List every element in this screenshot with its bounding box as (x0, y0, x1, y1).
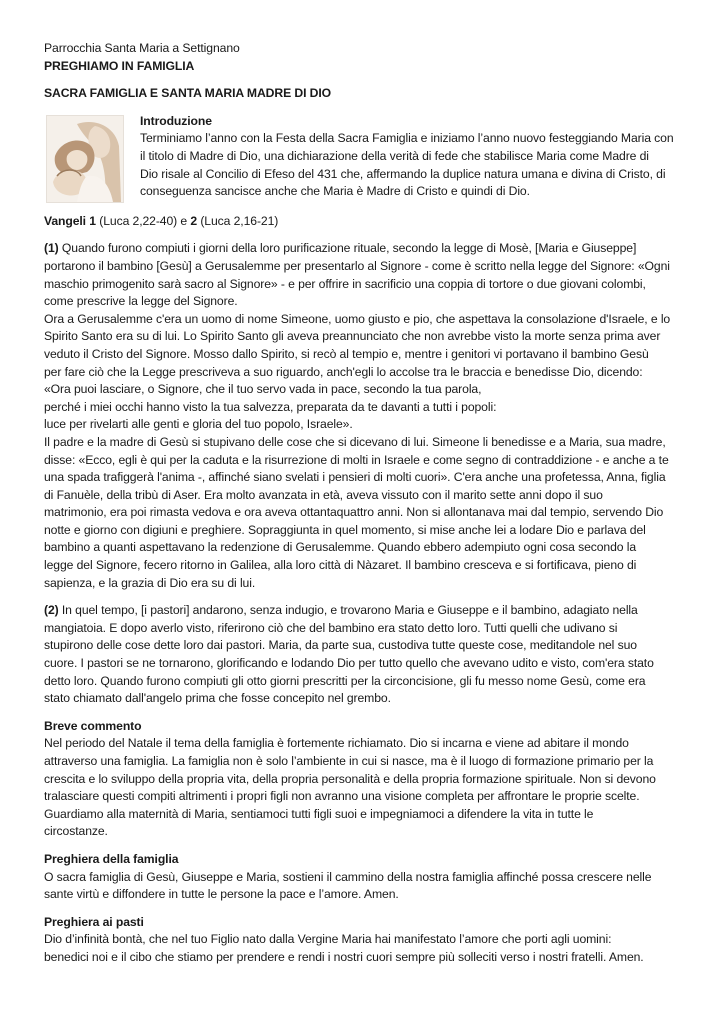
reading-marker: (2) (44, 603, 59, 618)
document-title: PREGHIAMO IN FAMIGLIA (44, 58, 195, 73)
reading-line: matrimonio, era poi rimasta vedova e ora aveva ottantaquattro anni. Non si allontanava mai dal tempio, servendo Dio (44, 505, 664, 520)
reading-marker: (1) (44, 241, 59, 256)
reading-line: per fare ciò che la Legge prescriveva a suo riguardo, anch'egli lo accolse tra le braccia e benedisse Dio, dicendo: (44, 364, 643, 379)
meal-prayer-section (44, 914, 684, 967)
reading-line: mangiatoia. E dopo averlo visto, riferirono ciò che del bambino era stato detto loro. Tutti quelli che udivano si (44, 620, 618, 635)
reading-line: maschio primogenito sarà sacro al Signore» - e per offrire in sacrificio una coppia di tortore o due giovani colombi, (44, 276, 646, 291)
gospel-label: Vangeli (44, 213, 86, 228)
gospel-number-2: 2 (190, 213, 198, 228)
parish-name: Parrocchia Santa Maria a Settignano (44, 41, 240, 55)
gospel-number-1: 1 (89, 213, 96, 228)
comment-line: Nel periodo del Natale il tema della famiglia è fortemente richiamato. Dio si incarna e viene ad abitare il mondo (44, 736, 629, 751)
intro-line: Terminiamo l’anno con la Festa della Sacra Famiglia e iniziamo l’anno nuovo festeggiando Maria con (140, 131, 674, 146)
gospel-ref-2: (Luca 2,16-21) (197, 213, 279, 228)
comment-section (44, 718, 684, 841)
reading-line: portarono il bambino [Gesù] a Gerusalemme per presentarlo al Signore - come è scritto nella legge del Signore: «Ogni (44, 258, 670, 273)
gospel-ref-1: (Luca 2,22-40) e (95, 213, 191, 228)
comment-line: tralasciare questi compiti altrimenti i propri figli non avranno una visione completa per affrontare le proprie scelte. (44, 789, 640, 804)
reading-line: perché i miei occhi hanno visto la tua salvezza, preparata da te davanti a tutti i popoli: (44, 399, 497, 414)
holy-family-image (46, 115, 124, 203)
reading-line (44, 602, 684, 620)
intro-heading: Introduzione (140, 113, 212, 128)
reading-first-line: Quando furono compiuti i giorni della loro purificazione rituale, secondo la legge di Mosè, [Maria e Giuseppe] (58, 241, 637, 256)
meal-prayer-line: benedici noi e il cibo che stiamo per prendere e rendi i nostri cuori sempre più solleciti verso i nostri fratelli. Amen. (44, 949, 644, 964)
family-prayer-heading: Preghiera della famiglia (44, 851, 179, 866)
holy-family-illustration-icon (47, 116, 123, 202)
reading-line: stato chiamato dall'angelo prima che fosse concepito nel grembo. (44, 691, 391, 706)
feast-title: SACRA FAMIGLIA E SANTA MARIA MADRE DI DIO (44, 86, 332, 101)
gospel-references (44, 213, 684, 231)
document-page (44, 40, 684, 967)
family-prayer-line: O sacra famiglia di Gesù, Giuseppe e Maria, sostieni il cammino della nostra famiglia affinché possa crescere nelle (44, 869, 652, 884)
reading-line: Il padre e la madre di Gesù si stupivano delle cose che si dicevano di lui. Simeone li benedisse e a Maria, sua madre, (44, 434, 666, 449)
comment-heading: Breve commento (44, 718, 142, 733)
reading-line: bambino a quanti aspettavano la redenzione di Gerusalemme. Quando ebbero adempiuto ogni cosa secondo la (44, 540, 637, 555)
reading-line: sapienza, e la grazia di Dio era su di lui. (44, 575, 256, 590)
reading-line: «Ora puoi lasciare, o Signore, che il tuo servo vada in pace, secondo la tua parola, (44, 382, 482, 397)
reading-line: legge del Signore, fecero ritorno in Galilea, alla loro città di Nàzaret. Il bambino cresceva e si fortificava, pieno di (44, 558, 637, 573)
reading-line: disse: «Ecco, egli è qui per la caduta e la risurrezione di molti in Israele e come segno di contraddizione - e anche a te (44, 452, 669, 467)
reading-line (44, 240, 684, 258)
family-prayer-section (44, 851, 684, 904)
reading-line: detto loro. Quando furono compiuti gli otto giorni prescritti per la circoncisione, gli fu messo nome Gesù, come era (44, 673, 646, 688)
reading-line: una spada trafiggerà l'anima -, affinché siano svelati i pensieri di molti cuori». C'era anche una profetessa, Anna, figlia (44, 470, 666, 485)
comment-line: crescita e lo sviluppo della propria vita, della propria personalità e della propria formazione spirituale. Non si devono (44, 771, 656, 786)
reading-line: Ora a Gerusalemme c'era un uomo di nome Simeone, uomo giusto e pio, che aspettava la consolazione d'Israele, e lo (44, 311, 671, 326)
intro-line: conseguenza sancisce anche che Maria è Madre di Cristo e quindi di Dio. (140, 184, 530, 199)
reading-line: stupirono delle cose dette loro dai pastori. Maria, da parte sua, custodiva tutte queste cose, meditandole nel suo (44, 638, 637, 653)
intro-line: Dio risale al Concilio di Efeso del 431 che, affermando la duplice natura umana e divina di Cristo, di (140, 166, 666, 181)
reading-line: veduto il Cristo del Signore. Mosso dallo Spirito, si recò al tempio e, mentre i genitori vi portavano il bambino Gesù (44, 346, 649, 361)
reading-line: cuore. I pastori se ne tornarono, glorificando e lodando Dio per tutto quello che avevano udito e visto, com'era stato (44, 656, 654, 671)
reading-line: Spirito Santo era su di lui. Lo Spirito Santo gli aveva preannunciato che non avrebbe visto la morte senza prima aver (44, 329, 661, 344)
family-prayer-line: sante virtù e diffondere in tutte le persone la pace e l’amore. Amen. (44, 887, 399, 902)
reading-line: notte e giorno con digiuni e preghiere. Sopraggiunta in quel momento, si mise anche lei a lodare Dio e parlava del (44, 522, 646, 537)
comment-line: Guardiamo alla maternità di Maria, sentiamoci tutti figli suoi e impegniamoci a difendere la vita in tutte le (44, 806, 594, 821)
reading-2 (44, 602, 684, 708)
meal-prayer-line: Dio d’infinità bontà, che nel tuo Figlio nato dalla Vergine Maria hai manifestato l’amore che porti agli uomini: (44, 932, 612, 947)
reading-line: di Fanuèle, della tribù di Aser. Era molto avanzata in età, aveva vissuto con il marito sette anni dopo il suo (44, 487, 603, 502)
intro-line: il titolo di Madre di Dio, una dichiarazione della verità di fede che stabilisce Maria come Madre di (140, 148, 649, 163)
comment-line: attraverso una famiglia. La famiglia non è solo l’ambiente in cui si nasce, ma è il luogo di formazione primario per la (44, 754, 654, 768)
comment-line: circostanze. (44, 824, 108, 839)
meal-prayer-heading: Preghiera ai pasti (44, 914, 144, 929)
reading-first-line: In quel tempo, [i pastori] andarono, senza indugio, e trovarono Maria e Giuseppe e il bambino, adagiato nella (58, 603, 638, 618)
reading-1 (44, 240, 684, 592)
reading-line: luce per rivelarti alle genti e gloria del tuo popolo, Israele». (44, 417, 353, 432)
reading-line: come prescrive la legge del Signore. (44, 294, 238, 309)
intro-section (44, 113, 684, 203)
